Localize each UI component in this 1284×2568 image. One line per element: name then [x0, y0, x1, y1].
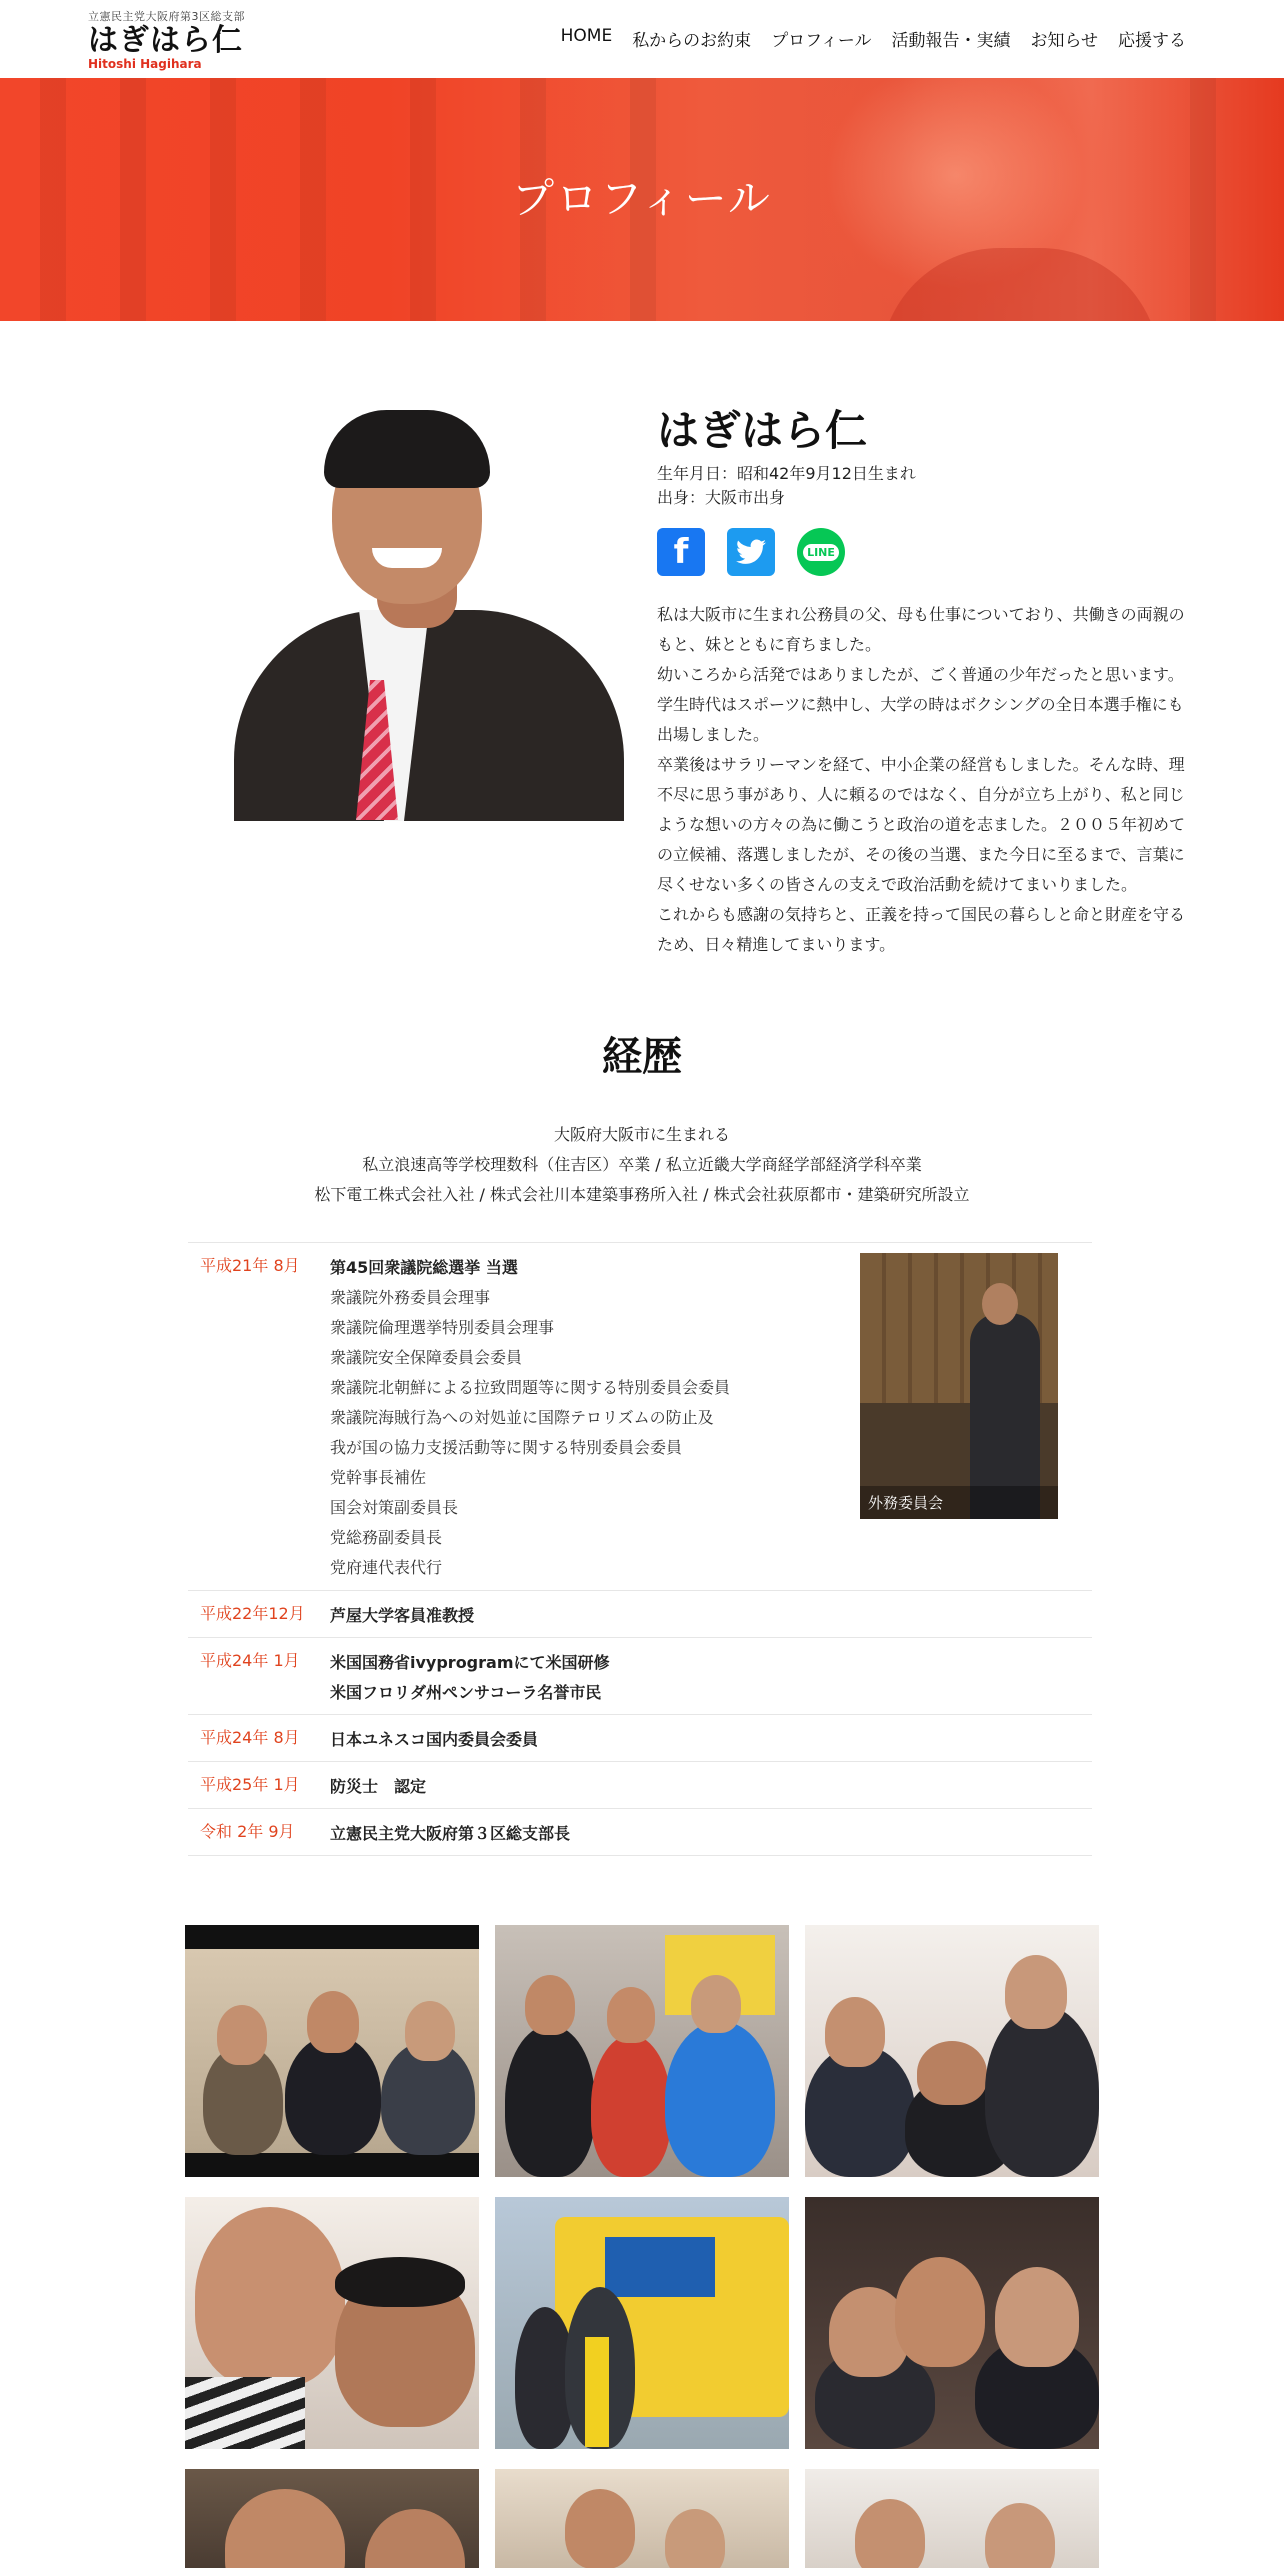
nav-home[interactable]: HOME — [560, 26, 613, 46]
timeline-date: 平成25年 1月 — [200, 1775, 300, 1794]
timeline-event: 米国フロリダ州ペンサコーラ名誉市民 — [330, 1683, 602, 1702]
nav-support[interactable]: 応援する — [1118, 31, 1186, 51]
nav-news[interactable]: お知らせ — [1030, 31, 1098, 51]
timeline-row — [188, 1637, 1092, 1714]
timeline-detail: 衆議院倫理選挙特別委員会理事 — [330, 1318, 555, 1337]
timeline-event: 第45回衆議院総選挙 当選 — [330, 1258, 518, 1277]
timeline-event: 立憲民主党大阪府第３区総支部長 — [330, 1824, 571, 1843]
gallery-photo[interactable] — [185, 2197, 479, 2449]
timeline-detail: 衆議院安全保障委員会委員 — [330, 1348, 523, 1367]
profile-portrait — [232, 388, 626, 821]
timeline-detail: 党総務副委員長 — [330, 1528, 443, 1547]
timeline-date: 令和 2年 9月 — [200, 1822, 295, 1841]
timeline-detail: 党府連代表代行 — [330, 1558, 443, 1577]
bio-paragraph: 学生時代はスポーツに熱中し、大学の時はボクシングの全日本選手権にも出場しました。 — [657, 695, 1184, 744]
profile-name: はぎはら仁 — [657, 406, 868, 455]
profile-meta — [657, 462, 916, 510]
timeline-date: 平成22年12月 — [200, 1604, 305, 1623]
twitter-icon[interactable] — [727, 528, 775, 576]
gallery-photo[interactable] — [185, 1925, 479, 2177]
timeline-detail: 我が国の協力支援活動等に関する特別委員会委員 — [330, 1438, 683, 1457]
gallery-photo[interactable] — [495, 2197, 789, 2449]
timeline-date: 平成24年 8月 — [200, 1728, 300, 1747]
gallery-photo[interactable] — [805, 2197, 1099, 2449]
hero-banner — [0, 78, 1284, 321]
career-intro — [0, 1120, 1284, 1210]
committee-photo[interactable] — [860, 1253, 1058, 1519]
bio-paragraph: 私は大阪市に生まれ公務員の父、母も仕事についており、共働きの両親のもと、妹とともに育ちました。 — [657, 605, 1185, 654]
line-icon[interactable]: LINE — [797, 528, 845, 576]
committee-caption: 外務委員会 — [860, 1486, 1058, 1519]
birth-place: 出身：大阪市出身 — [657, 488, 786, 507]
logo-subtitle: 立憲民主党大阪府第3区総支部 — [88, 10, 245, 23]
timeline-event: 日本ユネスコ国内委員会委員 — [330, 1730, 539, 1749]
timeline-detail: 衆議院外務委員会理事 — [330, 1288, 491, 1307]
timeline-detail: 衆議院北朝鮮による拉致問題等に関する特別委員会委員 — [330, 1378, 731, 1397]
social-links — [657, 528, 845, 576]
gallery-photo[interactable] — [185, 2469, 479, 2568]
bio-paragraph: 幼いころから活発ではありましたが、ごく普通の少年だったと思います。 — [657, 665, 1184, 684]
timeline-row — [188, 1714, 1092, 1761]
site-logo[interactable] — [88, 8, 245, 70]
gallery-photo[interactable] — [805, 2469, 1099, 2568]
timeline-event: 芦屋大学客員准教授 — [330, 1606, 475, 1625]
timeline-row — [188, 1590, 1092, 1637]
bio-paragraph: 卒業後はサラリーマンを経て、中小企業の経営もしました。そんな時、理不尽に思う事があり、人に頼るのではなく、自分が立ち上がり、私と同じような想いの方々の為に働こうと政治の道を志ました。２００５年初めての立候補、落選しましたが、その後の当選、また今日に至るまで、言葉に尽くせない多くの皆さんの支えで政治活動を続けてまいりました。 — [657, 755, 1186, 894]
timeline-event: 防災士 認定 — [330, 1777, 427, 1796]
timeline-detail: 衆議院海賊行為への対処並に国際テロリズムの防止及 — [330, 1408, 714, 1427]
timeline-row — [188, 1808, 1092, 1855]
timeline-detail: 党幹事長補佐 — [330, 1468, 427, 1487]
nav-activity[interactable]: 活動報告・実績 — [891, 31, 1011, 51]
timeline-detail: 国会対策副委員長 — [330, 1498, 459, 1517]
career-intro-line: 大阪府大阪市に生まれる — [553, 1125, 730, 1144]
gallery-photo[interactable] — [495, 2469, 789, 2568]
career-intro-line: 松下電工株式会社入社 / 株式会社川本建築事務所入社 / 株式会社荻原都市・建築研究所設立 — [314, 1185, 970, 1204]
timeline-event: 米国国務省ivyprogramにて米国研修 — [330, 1653, 610, 1672]
gallery-photo[interactable] — [805, 1925, 1099, 2177]
timeline-date: 平成24年 1月 — [200, 1651, 300, 1670]
logo-title: はぎはら仁 — [88, 23, 243, 58]
career-intro-line: 私立浪速高等学校理数科（住吉区）卒業 / 私立近畿大学商経学部経済学科卒業 — [362, 1155, 922, 1174]
nav-promise[interactable]: 私からのお約束 — [632, 31, 752, 51]
logo-english: Hitoshi Hagihara — [88, 57, 202, 71]
page-title: プロフィール — [512, 174, 772, 223]
career-heading: 経歴 — [602, 1034, 682, 1080]
profile-bio — [657, 600, 1187, 960]
birth-date: 生年月日：昭和42年9月12日生まれ — [657, 464, 916, 483]
gallery-photo[interactable] — [495, 1925, 789, 2177]
nav-profile[interactable]: プロフィール — [771, 31, 872, 51]
timeline-row — [188, 1761, 1092, 1808]
main-nav — [561, 26, 1186, 51]
facebook-icon[interactable]: f — [657, 528, 705, 576]
bio-paragraph: これからも感謝の気持ちと、正義を持って国民の暮らしと命と財産を守るため、日々精進してまいります。 — [657, 905, 1186, 954]
site-header — [0, 0, 1284, 78]
timeline-date: 平成21年 8月 — [200, 1256, 300, 1275]
